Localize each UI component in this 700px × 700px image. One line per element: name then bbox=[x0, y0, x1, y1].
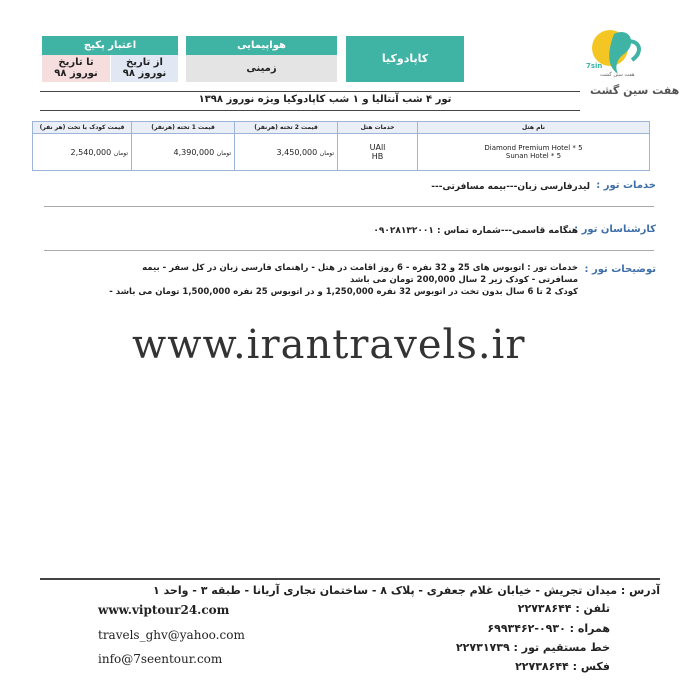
logo-subtext: هفت سین گشت bbox=[600, 72, 635, 78]
footer-website[interactable]: www.viptour24.com bbox=[98, 603, 230, 617]
table-header-row bbox=[33, 122, 650, 134]
footer-phone: تلفن : ۲۲۷۳۸۶۴۴ bbox=[517, 602, 610, 615]
col-child-price: قیمت کودک با تخت (هر نفر) bbox=[33, 122, 132, 134]
to-date-cell bbox=[42, 55, 110, 82]
currency: تومان bbox=[319, 149, 334, 157]
child-price-cell bbox=[33, 134, 132, 171]
watermark: www.irantravels.ir bbox=[132, 322, 526, 368]
destination: کاپادوکیا bbox=[381, 52, 429, 65]
footer-email-2[interactable]: info@7seentour.com bbox=[98, 652, 223, 666]
airline-label: هواپیمایی bbox=[186, 36, 337, 55]
currency: تومان bbox=[216, 149, 231, 157]
service-1: UAll bbox=[369, 143, 386, 152]
tour-title: تور ۴ شب آنتالیا و ۱ شب کاپادوکیا ویژه نوروز ۱۳۹۸ bbox=[198, 94, 452, 105]
description-line: کودک 2 تا 6 سال بدون تخت در اتوبوس 32 نفره 1,250,000 و در اتوبوس 25 نفره 1,500,000 تومان می باشد - bbox=[109, 287, 578, 297]
currency: تومان bbox=[113, 149, 128, 157]
description-line: مسافرتی - کودک زیر 2 سال 200,000 تومان می باشد bbox=[350, 275, 578, 285]
services-cell bbox=[338, 134, 418, 171]
service-2: HB bbox=[371, 152, 384, 161]
col-hotel-name: نام هتل bbox=[418, 122, 650, 134]
table-row bbox=[33, 134, 650, 171]
package-validity: اعتبار پکیج bbox=[42, 36, 178, 55]
company-name: هفت سین گشت bbox=[590, 84, 680, 97]
hotel-name-1: Diamond Premium Hotel * 5 bbox=[484, 144, 583, 152]
from-date-cell bbox=[111, 55, 178, 82]
from-date-label: از تاریخ bbox=[126, 57, 163, 68]
destination-box bbox=[346, 36, 464, 82]
experts-value: هنگامه قاسمی---شماره تماس : ۰۹۰۲۸۱۳۲۰۰۱ bbox=[373, 226, 578, 236]
col-double-price: قیمت 2 تخته (هرنفر) bbox=[235, 122, 338, 134]
single-price-cell bbox=[132, 134, 235, 171]
logo-text: 7sin bbox=[586, 62, 603, 70]
footer-direct-line: خط مستقیم تور : ۲۲۷۳۱۷۳۹ bbox=[455, 641, 610, 654]
description-line: خدمات تور : اتوبوس های 25 و 32 نفره - 6 روز اقامت در هتل - راهنمای فارسی زبان در کل سفر - بیمه bbox=[142, 263, 578, 273]
services-value: لیدرفارسی زبان---بیمه مسافرتی--- bbox=[431, 182, 590, 192]
col-hotel-services: خدمات هتل bbox=[338, 122, 418, 134]
description-label: توضیحات تور : bbox=[584, 264, 656, 275]
footer-fax: فکس : ۲۲۷۳۸۶۴۴ bbox=[515, 660, 610, 673]
footer-address: آدرس : میدان تجریش - خیابان غلام جعفری - پلاک ۸ - ساختمان تجاری آریانا - طبقه ۳ - واحد ۱ bbox=[153, 584, 660, 597]
hotel-names-cell bbox=[418, 134, 650, 171]
company-logo bbox=[584, 22, 656, 84]
description-text bbox=[78, 262, 578, 298]
col-single-price: قیمت 1 تخته (هرنفر) bbox=[132, 122, 235, 134]
to-date-value: نوروز ۹۸ bbox=[54, 68, 98, 79]
experts-label: کارشناسان تور : bbox=[574, 224, 656, 235]
footer-email-1[interactable]: travels_ghv@yahoo.com bbox=[98, 628, 245, 642]
airline-value: زمینی bbox=[186, 55, 337, 82]
to-date-label: تا تاریخ bbox=[58, 57, 94, 68]
from-date-value: نوروز ۹۸ bbox=[122, 68, 167, 79]
double-price: 3,450,000 bbox=[276, 147, 318, 157]
double-price-cell bbox=[235, 134, 338, 171]
single-price: 4,390,000 bbox=[173, 147, 215, 157]
child-price: 2,540,000 bbox=[70, 147, 112, 157]
hotel-name-2: Sunan Hotel * 5 bbox=[505, 152, 562, 160]
hotel-price-table bbox=[32, 121, 650, 171]
footer-mobile: همراه : ۰۹۳۰-۶۹۹۳۴۶۲ bbox=[487, 622, 610, 635]
services-label: خدمات تور : bbox=[596, 180, 656, 191]
